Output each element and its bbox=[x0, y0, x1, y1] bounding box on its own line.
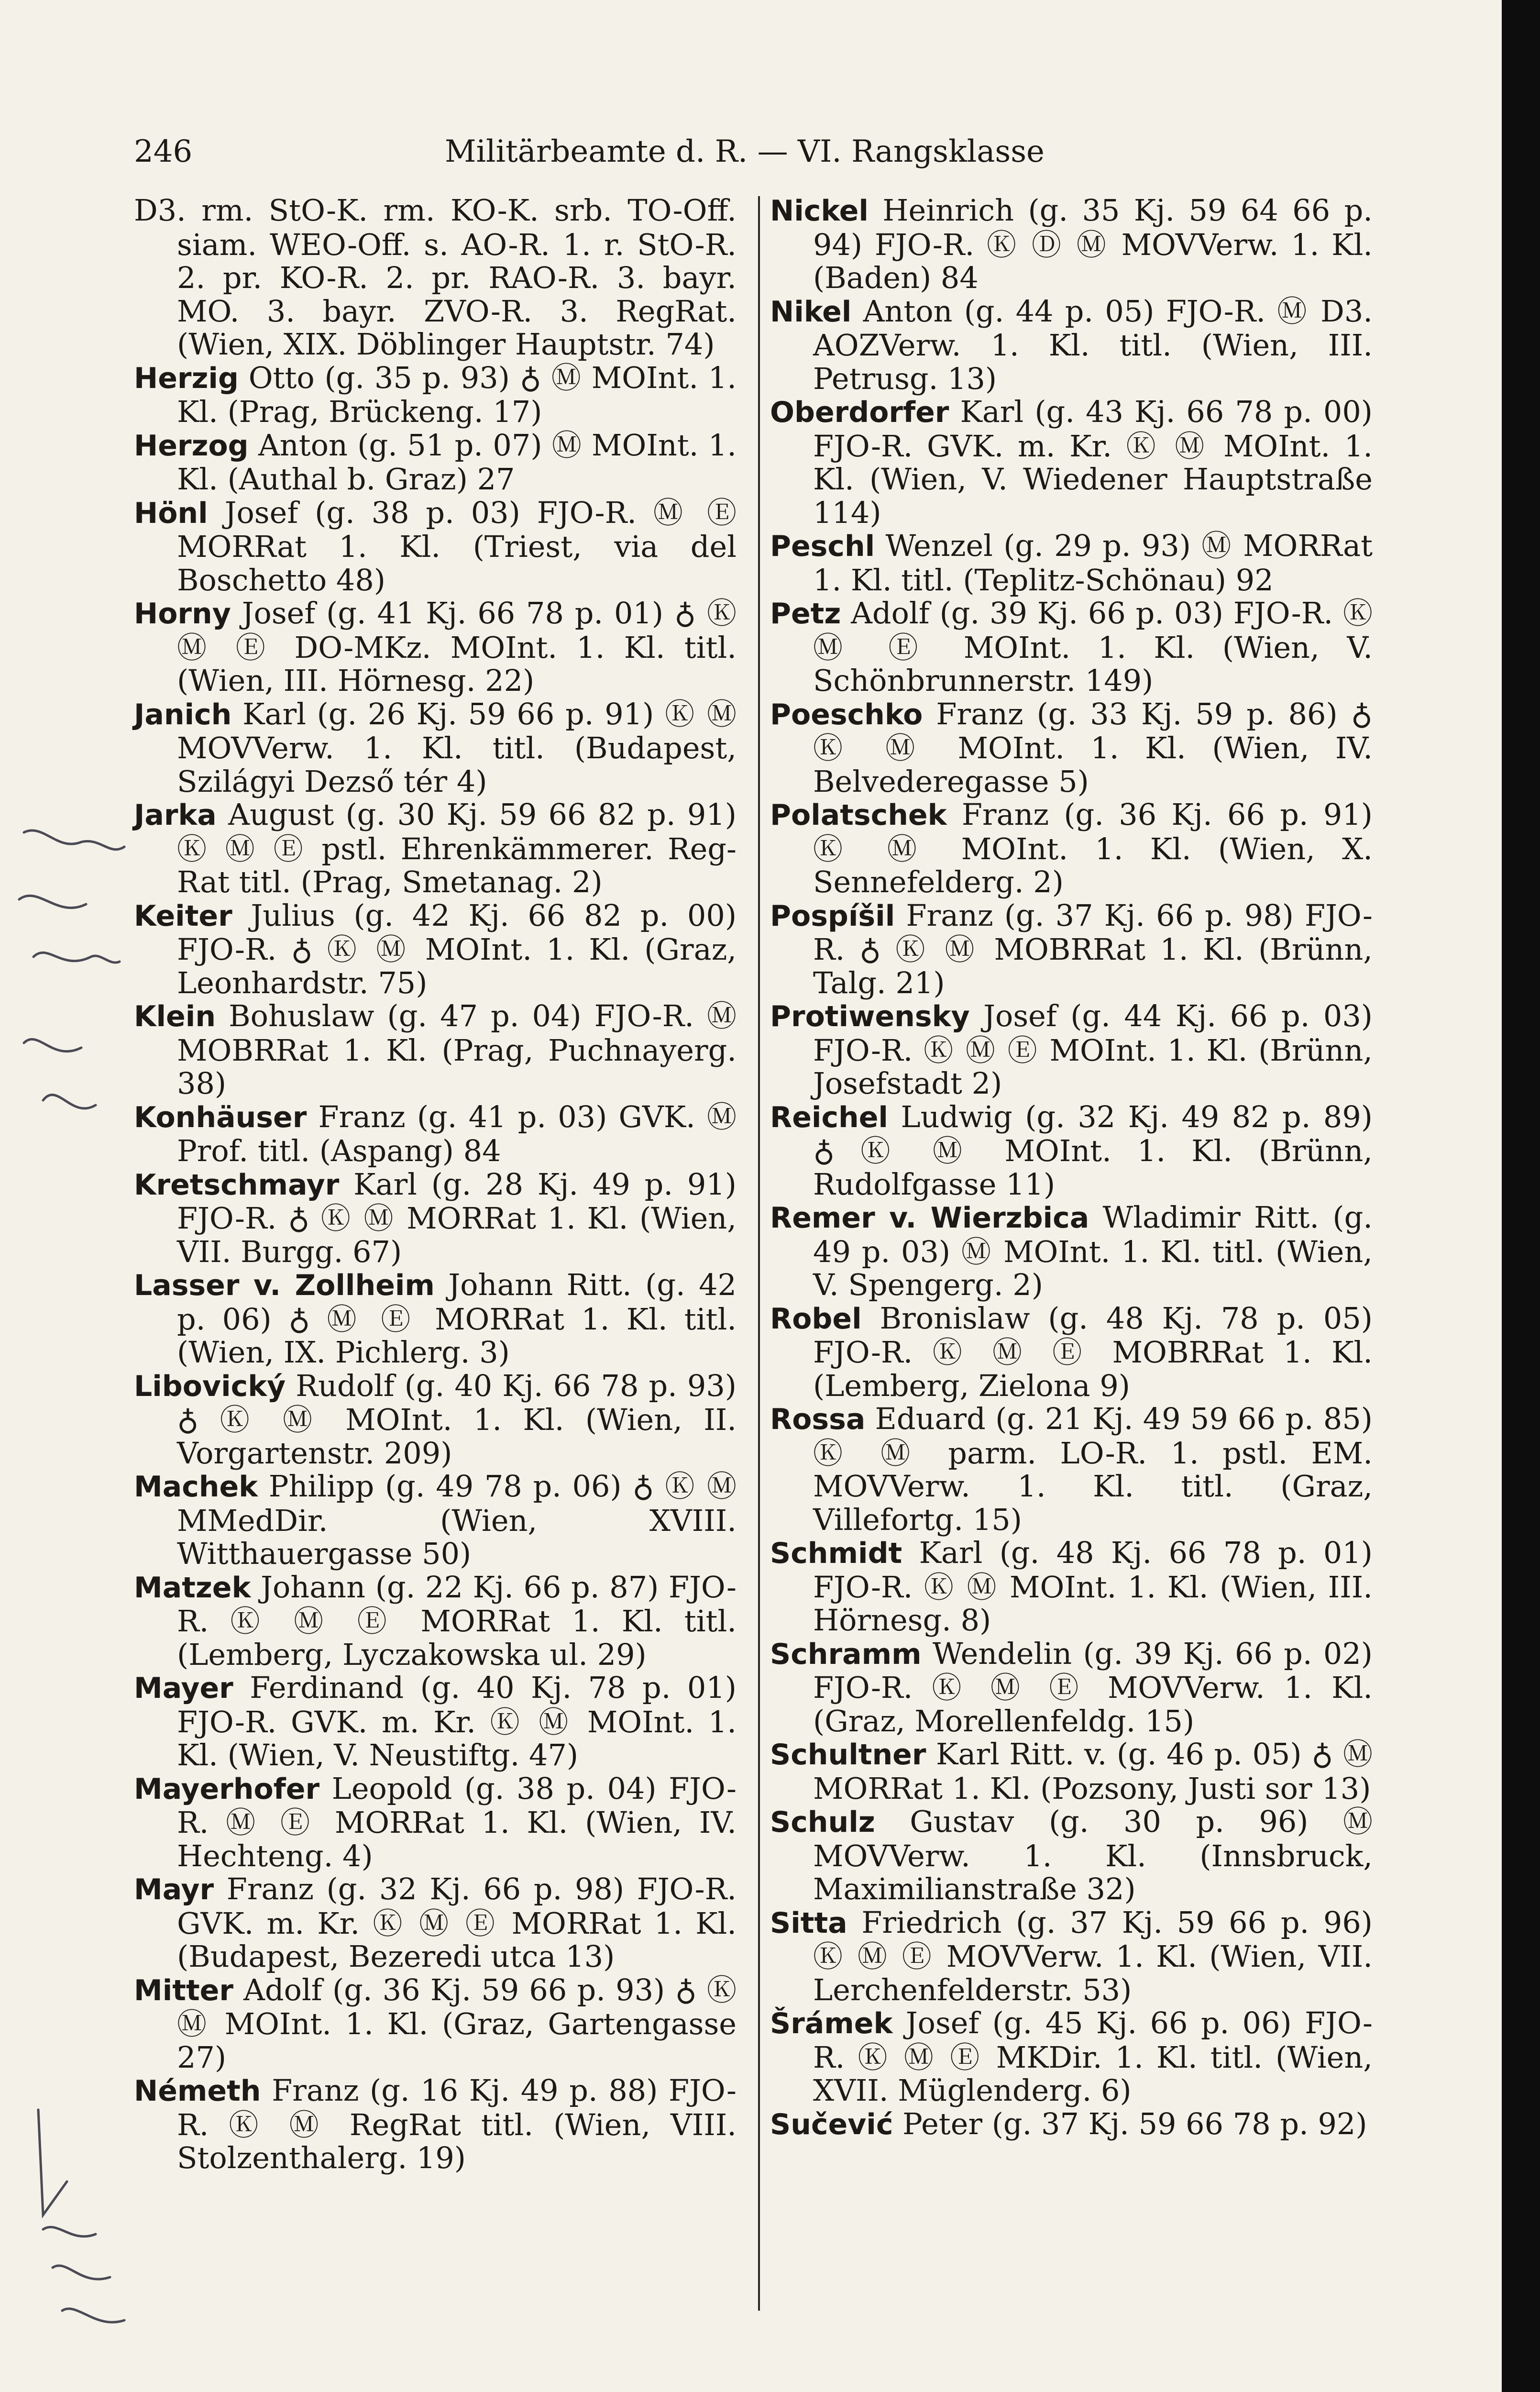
entry-details: Franz (g. 37 Kj. 66 p. 98) FJO-R. ♁ Ⓚ Ⓜ MOBRRat 1. Kl. (Brünn, Talg. 21) bbox=[813, 897, 1373, 1000]
entry-details: Anton (g. 44 p. 05) FJO-R. Ⓜ D3. AOZVerw. 1. Kl. titl. (Wien, III. Petrusg. 13) bbox=[813, 293, 1373, 396]
entry-details: Josef (g. 45 Kj. 66 p. 06) FJO-R. Ⓚ Ⓜ Ⓔ MKDir. 1. Kl. titl. (Wien, XVII. Müglenderg. 6) bbox=[813, 2005, 1373, 2108]
entry-details: Ludwig (g. 32 Kj. 49 82 p. 89) ♁ Ⓚ Ⓜ MOInt. 1. Kl. (Brünn, Rudolfgasse 11) bbox=[813, 1099, 1373, 1202]
directory-entry bbox=[134, 1671, 737, 1772]
entry-surname: Rossa bbox=[770, 1403, 866, 1436]
entry-surname: Herzig bbox=[134, 361, 239, 395]
pencil-marginalia bbox=[14, 813, 134, 2392]
entry-details: Franz (g. 32 Kj. 66 p. 98) FJO-R. GVK. m. Kr. Ⓚ Ⓜ Ⓔ MORRat 1. Kl. (Budapest, Bezeredi utca 13) bbox=[177, 1872, 737, 1974]
entry-surname: Machek bbox=[134, 1470, 258, 1504]
directory-entry bbox=[134, 1100, 737, 1168]
entry-surname: Peschl bbox=[770, 530, 875, 563]
entry-details: Johann Ritt. (g. 42 p. 06) ♁ Ⓜ Ⓔ MORRat 1. Kl. titl. (Wien, IX. Pichlerg. 3) bbox=[177, 1267, 737, 1370]
entry-details: Josef (g. 44 Kj. 66 p. 03) FJO-R. Ⓚ Ⓜ Ⓔ MOInt. 1. Kl. (Brünn, Josefstadt 2) bbox=[813, 998, 1373, 1101]
entry-details: Ferdinand (g. 40 Kj. 78 p. 01) FJO-R. GVK. m. Kr. Ⓚ Ⓜ MOInt. 1. Kl. (Wien, V. Neustiftg. 47) bbox=[177, 1670, 737, 1772]
entry-details: Karl (g. 48 Kj. 66 78 p. 01) FJO-R. Ⓚ Ⓜ MOInt. 1. Kl. (Wien, III. Hörnesg. 8) bbox=[813, 1535, 1373, 1638]
entry-details: Josef (g. 38 p. 03) FJO-R. Ⓜ Ⓔ MORRat 1. Kl. (Triest, via del Boschetto 48) bbox=[177, 495, 737, 598]
entry-details: Franz (g. 41 p. 03) GVK. Ⓜ Prof. titl. (Aspang) 84 bbox=[177, 1099, 737, 1168]
page-number: 246 bbox=[134, 134, 193, 169]
entry-details: Josef (g. 41 Kj. 66 78 p. 01) ♁ Ⓚ Ⓜ Ⓔ DO-MKz. MOInt. 1. Kl. titl. (Wien, III. Hörnesg. 22) bbox=[177, 596, 737, 698]
directory-entry bbox=[770, 2107, 1373, 2142]
directory-entry bbox=[134, 1268, 737, 1369]
directory-entry bbox=[770, 295, 1373, 396]
entry-surname: Keiter bbox=[134, 899, 232, 933]
directory-entry bbox=[770, 1302, 1373, 1403]
entry-details: Karl (g. 28 Kj. 49 p. 91) FJO-R. ♁ Ⓚ Ⓜ MORRat 1. Kl. (Wien, VII. Burgg. 67) bbox=[177, 1166, 737, 1269]
directory-entry bbox=[770, 1738, 1373, 1805]
entry-details: Adolf (g. 39 Kj. 66 p. 03) FJO-R. Ⓚ Ⓜ Ⓔ MOInt. 1. Kl. (Wien, V. Schönbrunnerstr. 149) bbox=[813, 596, 1373, 698]
directory-entry bbox=[134, 1168, 737, 1269]
entry-surname: Reichel bbox=[770, 1100, 889, 1134]
directory-entry bbox=[770, 1536, 1373, 1637]
page-header bbox=[134, 129, 1076, 182]
directory-entry bbox=[770, 1637, 1373, 1738]
directory-entry bbox=[134, 496, 737, 597]
entry-surname: Horny bbox=[134, 597, 231, 631]
entry-details: Franz (g. 33 Kj. 59 p. 86) ♁ Ⓚ Ⓜ MOInt. 1. Kl. (Wien, IV. Belvederegasse 5) bbox=[813, 696, 1373, 799]
directory-entry bbox=[770, 1201, 1373, 1302]
directory-entry bbox=[134, 1973, 737, 2074]
entry-surname: Mayerhofer bbox=[134, 1772, 320, 1806]
entry-details: Julius (g. 42 Kj. 66 82 p. 00) FJO-R. ♁ Ⓚ Ⓜ MOInt. 1. Kl. (Graz, Leonhardstr. 75) bbox=[177, 897, 737, 1000]
directory-entry bbox=[770, 999, 1373, 1100]
entry-surname: Konhäuser bbox=[134, 1100, 307, 1134]
entry-details: Karl (g. 26 Kj. 59 66 p. 91) Ⓚ Ⓜ MOVVerw. 1. Kl. titl. (Budapest, Szilágyi Dezső tér 4) bbox=[177, 696, 737, 799]
directory-entry bbox=[770, 698, 1373, 798]
entry-details: August (g. 30 Kj. 59 66 82 p. 91) Ⓚ Ⓜ Ⓔ pstl. Ehrenkämmerer. Reg-Rat titl. (Prag, Smetanag. 2) bbox=[177, 797, 737, 899]
left-column bbox=[134, 194, 737, 2175]
directory-entry bbox=[134, 429, 737, 496]
entry-surname: Mayer bbox=[134, 1672, 233, 1705]
directory-entry bbox=[770, 1906, 1373, 2007]
directory-entry bbox=[134, 1571, 737, 1672]
directory-entry bbox=[770, 395, 1373, 529]
entry-surname: Schramm bbox=[770, 1637, 922, 1671]
entry-surname: Mitter bbox=[134, 1973, 233, 2007]
entry-surname: Matzek bbox=[134, 1571, 251, 1605]
directory-entry bbox=[770, 899, 1373, 1000]
entry-details: Bronislaw (g. 48 Kj. 78 p. 05) FJO-R. Ⓚ Ⓜ Ⓔ MOBRRat 1. Kl. (Lemberg, Zielona 9) bbox=[813, 1300, 1373, 1403]
entry-surname: Remer v. Wierzbica bbox=[770, 1201, 1089, 1235]
directory-entry bbox=[134, 2074, 737, 2175]
entry-surname: Lasser v. Zollheim bbox=[134, 1269, 435, 1302]
entry-surname: Polatschek bbox=[770, 798, 947, 832]
entry-surname: Herzog bbox=[134, 429, 249, 463]
entry-surname: Nickel bbox=[770, 194, 869, 228]
entry-surname: Petz bbox=[770, 597, 841, 631]
entry-details: Wladimir Ritt. (g. 49 p. 03) Ⓜ MOInt. 1. Kl. titl. (Wien, V. Spengerg. 2) bbox=[813, 1200, 1373, 1302]
entry-details: Karl (g. 43 Kj. 66 78 p. 00) FJO-R. GVK. m. Kr. Ⓚ Ⓜ MOInt. 1. Kl. (Wien, V. Wiedener Hauptstraße 114) bbox=[813, 394, 1373, 530]
directory-entry bbox=[770, 798, 1373, 899]
directory-entry bbox=[134, 1872, 737, 1973]
entry-surname: Pospíšil bbox=[770, 899, 895, 933]
entry-details: Heinrich (g. 35 Kj. 59 64 66 p. 94) FJO-R. Ⓚ Ⓓ Ⓜ MOVVerw. 1. Kl. (Baden) 84 bbox=[813, 193, 1373, 295]
entry-surname: Sučević bbox=[770, 2107, 893, 2141]
entry-surname: Libovický bbox=[134, 1369, 286, 1403]
directory-entry bbox=[770, 2006, 1373, 2107]
entry-surname: Nikel bbox=[770, 295, 852, 329]
directory-entry bbox=[134, 1772, 737, 1873]
entry-details: Gustav (g. 30 p. 96) Ⓜ MOVVerw. 1. Kl. (Innsbruck, Maximilianstraße 32) bbox=[813, 1804, 1373, 1906]
entry-surname: Oberdorfer bbox=[770, 396, 949, 429]
entry-details: Adolf (g. 36 Kj. 59 66 p. 93) ♁ Ⓚ Ⓜ MOInt. 1. Kl. (Graz, Gartengasse 27) bbox=[177, 1972, 737, 2075]
column-divider bbox=[758, 196, 760, 2311]
entry-surname: Schulz bbox=[770, 1805, 875, 1839]
directory-entry bbox=[770, 1805, 1373, 1906]
entry-surname: Janich bbox=[134, 698, 232, 731]
entry-details: Wenzel (g. 29 p. 93) Ⓜ MORRat 1. Kl. titl. (Teplitz-Schönau) 92 bbox=[813, 528, 1373, 598]
directory-entry bbox=[134, 798, 737, 899]
directory-entry bbox=[134, 698, 737, 798]
entry-details: Rudolf (g. 40 Kj. 66 78 p. 93) ♁ Ⓚ Ⓜ MOInt. 1. Kl. (Wien, II. Vorgartenstr. 209) bbox=[177, 1368, 737, 1471]
directory-entry bbox=[134, 1369, 737, 1470]
entry-surname: Jarka bbox=[134, 798, 217, 832]
entry-surname: Šrámek bbox=[770, 2007, 893, 2040]
entry-surname: Németh bbox=[134, 2074, 261, 2108]
entry-details: Anton (g. 51 p. 07) Ⓜ MOInt. 1. Kl. (Authal b. Graz) 27 bbox=[177, 427, 737, 497]
right-column bbox=[770, 194, 1373, 2141]
directory-entry bbox=[134, 1470, 737, 1571]
entry-details: Wendelin (g. 39 Kj. 66 p. 02) FJO-R. Ⓚ Ⓜ Ⓔ MOVVerw. 1. Kl. (Graz, Morellenfeldg. 15) bbox=[813, 1636, 1373, 1739]
entry-details: Johann (g. 22 Kj. 66 p. 87) FJO-R. Ⓚ Ⓜ Ⓔ MORRat 1. Kl. titl. (Lemberg, Lyczakowska ul. 29) bbox=[177, 1569, 737, 1672]
entry-details: Peter (g. 37 Kj. 59 66 78 p. 92) bbox=[902, 2106, 1367, 2141]
directory-entry bbox=[134, 597, 737, 698]
entry-surname: Robel bbox=[770, 1302, 862, 1336]
entry-surname: Sitta bbox=[770, 1906, 847, 1940]
directory-entry bbox=[134, 194, 737, 361]
entry-details: Franz (g. 16 Kj. 49 p. 88) FJO-R. Ⓚ Ⓜ RegRat titl. (Wien, VIII. Stolzenthalerg. 19) bbox=[177, 2073, 737, 2175]
entry-details: D3. rm. StO-K. rm. KO-K. srb. TO-Off. siam. WEO-Off. s. AO-R. 1. r. StO-R. 2. pr. KO-R. 2. pr. RAO-R. 3. bayr. MO. 3. bayr. ZVO-R. 3. RegRat. (Wien, XIX. Döblinger Hauptstr. 74) bbox=[134, 193, 737, 362]
entry-surname: Poeschko bbox=[770, 698, 923, 731]
entry-details: Philipp (g. 49 78 p. 06) ♁ Ⓚ Ⓜ MMedDir. (Wien, XVIII. Witthauergasse 50) bbox=[177, 1469, 737, 1571]
directory-entry bbox=[134, 999, 737, 1100]
entry-details: Karl Ritt. v. (g. 46 p. 05) ♁ Ⓜ MORRat 1. Kl. (Pozsony, Justi sor 13) bbox=[813, 1737, 1373, 1806]
directory-entry bbox=[770, 194, 1373, 295]
directory-entry bbox=[134, 361, 737, 429]
directory-entry bbox=[770, 1402, 1373, 1536]
entry-details: Eduard (g. 21 Kj. 49 59 66 p. 85) Ⓚ Ⓜ parm. LO-R. 1. pstl. EM. MOVVerw. 1. Kl. titl. (Graz, Villefortg. 15) bbox=[813, 1401, 1373, 1537]
directory-entry bbox=[770, 597, 1373, 698]
entry-surname: Hönl bbox=[134, 496, 208, 530]
entry-details: Franz (g. 36 Kj. 66 p. 91) Ⓚ Ⓜ MOInt. 1. Kl. (Wien, X. Sennefelderg. 2) bbox=[813, 797, 1373, 899]
entry-surname: Schmidt bbox=[770, 1537, 902, 1570]
entry-details: Leopold (g. 38 p. 04) FJO-R. Ⓜ Ⓔ MORRat 1. Kl. (Wien, IV. Hechteng. 4) bbox=[177, 1771, 737, 1873]
entry-details: Bohuslaw (g. 47 p. 04) FJO-R. Ⓜ MOBRRat 1. Kl. (Prag, Puchnayerg. 38) bbox=[177, 998, 737, 1101]
entry-details: Otto (g. 35 p. 93) ♁ Ⓜ MOInt. 1. Kl. (Prag, Brückeng. 17) bbox=[177, 360, 737, 429]
directory-entry bbox=[770, 1100, 1373, 1201]
entry-surname: Mayr bbox=[134, 1873, 214, 1906]
entry-surname: Protiwensky bbox=[770, 1000, 970, 1033]
page-edge-shadow bbox=[1502, 0, 1540, 2392]
entry-surname: Schultner bbox=[770, 1738, 926, 1772]
directory-entry bbox=[134, 899, 737, 1000]
entry-surname: Klein bbox=[134, 1000, 216, 1033]
entry-details: Friedrich (g. 37 Kj. 59 66 p. 96) Ⓚ Ⓜ Ⓔ MOVVerw. 1. Kl. (Wien, VII. Lerchenfelderstr. 53) bbox=[813, 1905, 1373, 2007]
running-title: Militärbeamte d. R. — VI. Rangsklasse bbox=[445, 134, 1045, 169]
directory-entry bbox=[770, 529, 1373, 597]
entry-surname: Kretschmayr bbox=[134, 1168, 340, 1202]
